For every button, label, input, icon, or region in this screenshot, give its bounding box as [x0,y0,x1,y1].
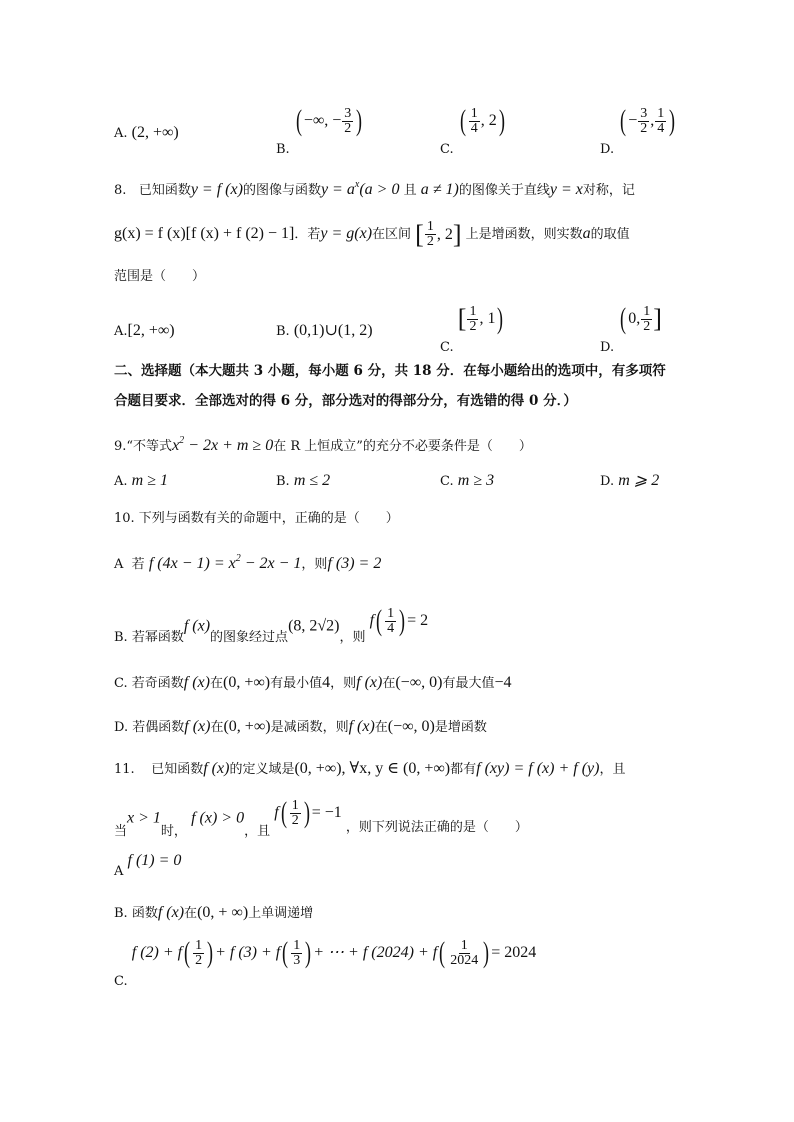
q9-option-a[interactable]: A. m ≥ 1 [114,472,169,489]
q11-stem-line2: 当x > 1时， f (x) > 0，且 f ( $\frac{1}{2}$ ) = −1 ，则下列说法正确的是（ ） [114,796,528,839]
q9-option-b[interactable]: B. m ≤ 2 [276,472,331,489]
q7-option-a[interactable]: A. (2, +∞) [114,124,179,141]
q10-option-c[interactable]: C. 若奇函数f (x)在(0, +∞)有最小值4，则f (x)在(−∞, 0)有最大值−4 [114,674,512,691]
q8-stem-line2: g(x) = f (x)[f (x) + f (2) − 1]．若y = g(x)在区间 [ $\frac{1}{2}$ , 2 ] 上是增函数，则实数a的取值 [114,219,630,249]
q8-stem-line1: 8. 已知函数y = f (x)的图像与函数$y = a^x(a > 0$ 且 a ≠ 1)的图像关于直线y = x对称，记 [114,179,635,198]
q11-option-a[interactable]: A f (1) = 0 [114,852,182,879]
q10-option-a[interactable]: A 若 f $(4x - 1) = x^2 - 2x - 1$，则f (3) = 2 [114,553,382,572]
q7-option-c[interactable]: C. ( $\frac{1}{4}$ , 2 ) [440,104,505,157]
q10-stem: 10. 下列与函数有关的命题中，正确的是（ ） [114,511,399,526]
section2-heading-line2: 合题目要求．全部选对的得 6 分，部分选对的得部分分，有选错的得 0 分．） [114,393,577,409]
section2-heading-line1: 二、选择题（本大题共 3 小题，每小题 6 分，共 18 分．在每小题给出的选项中，有多项符 [114,363,666,379]
q7-option-b[interactable]: B. ( −∞, − $\frac{3}{2}$ ) [276,104,363,157]
q9-option-d[interactable]: D. m ⩾ 2 [600,472,660,489]
q9-option-c[interactable]: C. m ≥ 3 [440,472,495,489]
q7-option-d[interactable]: D. ( − $\frac{3}{2}$ , $\frac{1}{4}$ ) [600,104,676,157]
q8-option-d[interactable]: D. ( 0, $\frac{1}{2}$ ] [600,302,662,355]
q8-option-c[interactable]: C. [ $\frac{1}{2}$ , 1 ) [440,302,504,355]
q8-stem-line3: 范围是（ ） [114,269,206,284]
q9-stem: 9.“不等式$x^2 - 2x + m \ge 0$在 R 上恒成立”的充分不必要条件是（ ） [114,435,532,454]
q10-option-d[interactable]: D. 若偶函数f (x)在(0, +∞)是减函数，则f (x)在(−∞, 0)是增函数 [114,718,487,735]
q8-option-b[interactable]: B. (0,1)∪(1, 2) [276,322,373,339]
q11-option-c[interactable]: C. f (2) + f ( $\frac{1}{2}$ ) + f (3) + f ( $\frac{1}{3}$ ) + ⋯ + f (2024) + f ( $\frac{1}{2024}$ ) = 2024 [114,936,537,989]
q11-option-b[interactable]: B. 函数f (x)在(0, + ∞)上单调递增 [114,904,314,921]
q8-option-a[interactable]: A.[2, +∞) [114,322,175,339]
q10-option-b[interactable]: B. 若幂函数f (x)的图象经过点(8, 2√2)，则 f ( $\frac{1}{4}$ ) = 2 [114,604,429,645]
q11-stem-line1: 11. 已知函数f (x)的定义域是(0, +∞), ∀x, y ∈ (0, +∞)都有f (xy) = f (x) + f (y)，且 [114,760,626,777]
q7-a-expr: (2, +∞) [131,124,179,141]
